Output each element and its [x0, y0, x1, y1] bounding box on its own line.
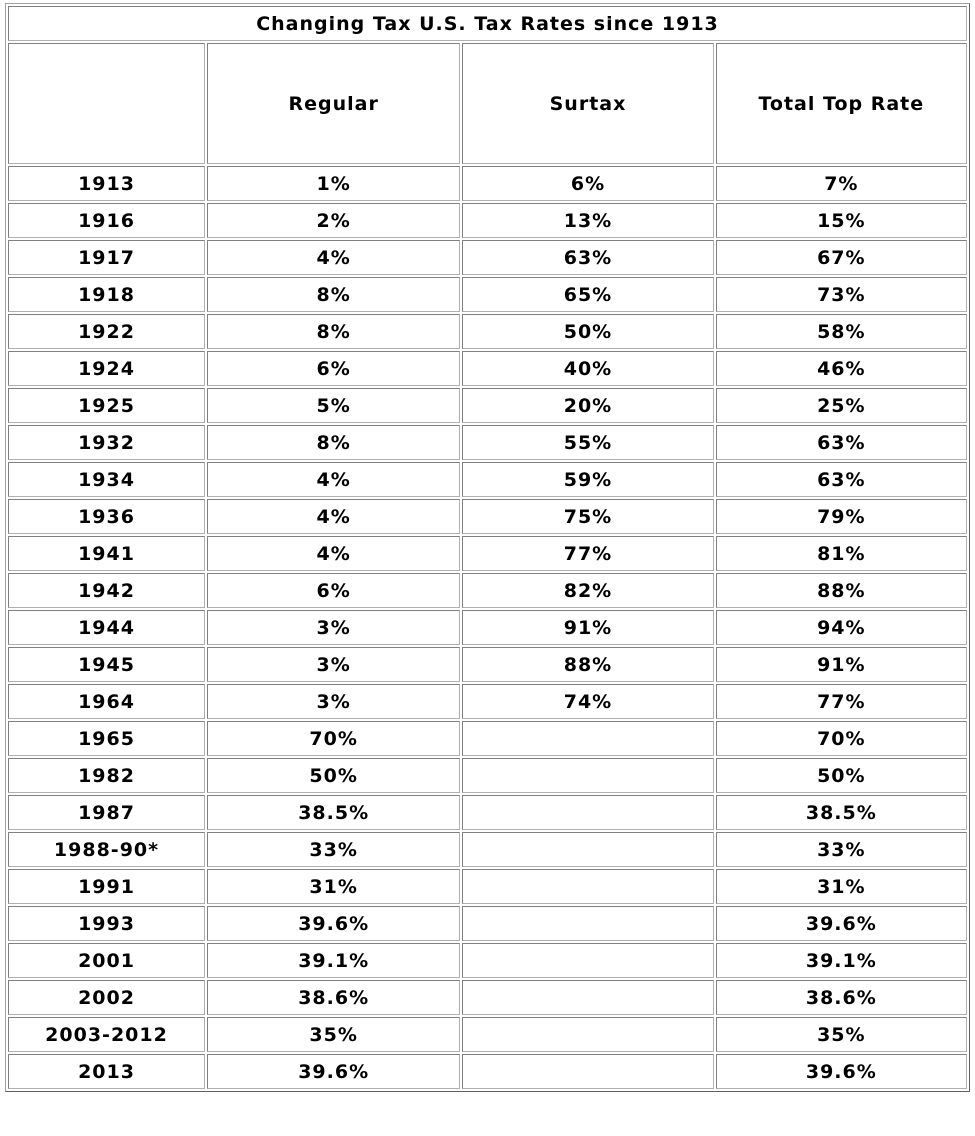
table-row [8, 277, 967, 312]
total-top-rate-cell: 39.6% [716, 1054, 967, 1089]
total-top-rate-cell: 31% [716, 869, 967, 904]
surtax-cell [462, 906, 713, 941]
regular-cell: 4% [207, 499, 460, 534]
total-top-rate-cell: 79% [716, 499, 967, 534]
surtax-cell: 88% [462, 647, 713, 682]
regular-cell: 39.6% [207, 906, 460, 941]
year-cell: 1944 [8, 610, 205, 645]
surtax-cell: 59% [462, 462, 713, 497]
surtax-cell: 65% [462, 277, 713, 312]
year-cell: 1965 [8, 721, 205, 756]
table-row [8, 499, 967, 534]
table-row [8, 943, 967, 978]
header-row [8, 43, 967, 164]
total-top-rate-cell: 63% [716, 425, 967, 460]
year-cell: 1922 [8, 314, 205, 349]
surtax-cell [462, 758, 713, 793]
regular-cell: 3% [207, 610, 460, 645]
header-year [8, 43, 205, 164]
year-cell: 1945 [8, 647, 205, 682]
table-row [8, 721, 967, 756]
surtax-cell [462, 832, 713, 867]
year-cell: 1918 [8, 277, 205, 312]
table-row [8, 536, 967, 571]
year-cell: 1942 [8, 573, 205, 608]
surtax-cell: 13% [462, 203, 713, 238]
header-surtax: Surtax [462, 43, 713, 164]
year-cell: 1982 [8, 758, 205, 793]
header-regular: Regular [207, 43, 460, 164]
table-row [8, 573, 967, 608]
surtax-cell [462, 869, 713, 904]
surtax-cell [462, 1017, 713, 1052]
total-top-rate-cell: 91% [716, 647, 967, 682]
table-row [8, 684, 967, 719]
regular-cell: 4% [207, 240, 460, 275]
year-cell: 1941 [8, 536, 205, 571]
year-cell: 1925 [8, 388, 205, 423]
total-top-rate-cell: 25% [716, 388, 967, 423]
total-top-rate-cell: 38.6% [716, 980, 967, 1015]
total-top-rate-cell: 39.6% [716, 906, 967, 941]
regular-cell: 70% [207, 721, 460, 756]
year-cell: 1987 [8, 795, 205, 830]
tax-rates-table [5, 3, 970, 1092]
year-cell: 1916 [8, 203, 205, 238]
regular-cell: 5% [207, 388, 460, 423]
regular-cell: 39.1% [207, 943, 460, 978]
surtax-cell: 20% [462, 388, 713, 423]
year-cell: 2002 [8, 980, 205, 1015]
surtax-cell: 6% [462, 166, 713, 201]
year-cell: 1993 [8, 906, 205, 941]
header-total-top-rate: Total Top Rate [716, 43, 967, 164]
regular-cell: 3% [207, 647, 460, 682]
regular-cell: 35% [207, 1017, 460, 1052]
regular-cell: 8% [207, 277, 460, 312]
total-top-rate-cell: 7% [716, 166, 967, 201]
surtax-cell [462, 721, 713, 756]
surtax-cell [462, 1054, 713, 1089]
table-title: Changing Tax U.S. Tax Rates since 1913 [8, 6, 967, 41]
surtax-cell [462, 943, 713, 978]
table-row [8, 795, 967, 830]
title-row [8, 6, 967, 41]
surtax-cell: 55% [462, 425, 713, 460]
year-cell: 2013 [8, 1054, 205, 1089]
table-row [8, 351, 967, 386]
total-top-rate-cell: 39.1% [716, 943, 967, 978]
surtax-cell: 63% [462, 240, 713, 275]
table-row [8, 647, 967, 682]
year-cell: 1913 [8, 166, 205, 201]
table-row [8, 832, 967, 867]
year-cell: 1988-90* [8, 832, 205, 867]
surtax-cell: 50% [462, 314, 713, 349]
year-cell: 1934 [8, 462, 205, 497]
table-row [8, 388, 967, 423]
total-top-rate-cell: 50% [716, 758, 967, 793]
table-row [8, 1017, 967, 1052]
regular-cell: 31% [207, 869, 460, 904]
total-top-rate-cell: 70% [716, 721, 967, 756]
table-row [8, 425, 967, 460]
total-top-rate-cell: 58% [716, 314, 967, 349]
total-top-rate-cell: 35% [716, 1017, 967, 1052]
regular-cell: 39.6% [207, 1054, 460, 1089]
year-cell: 1932 [8, 425, 205, 460]
regular-cell: 4% [207, 536, 460, 571]
table-row [8, 758, 967, 793]
surtax-cell: 40% [462, 351, 713, 386]
regular-cell: 8% [207, 314, 460, 349]
total-top-rate-cell: 94% [716, 610, 967, 645]
year-cell: 1964 [8, 684, 205, 719]
regular-cell: 50% [207, 758, 460, 793]
table-row [8, 203, 967, 238]
surtax-cell: 91% [462, 610, 713, 645]
total-top-rate-cell: 88% [716, 573, 967, 608]
table-row [8, 869, 967, 904]
table-row [8, 1054, 967, 1089]
surtax-cell [462, 980, 713, 1015]
total-top-rate-cell: 81% [716, 536, 967, 571]
surtax-cell [462, 795, 713, 830]
year-cell: 1924 [8, 351, 205, 386]
year-cell: 2001 [8, 943, 205, 978]
total-top-rate-cell: 15% [716, 203, 967, 238]
total-top-rate-cell: 73% [716, 277, 967, 312]
regular-cell: 3% [207, 684, 460, 719]
total-top-rate-cell: 33% [716, 832, 967, 867]
table-row [8, 166, 967, 201]
regular-cell: 2% [207, 203, 460, 238]
surtax-cell: 75% [462, 499, 713, 534]
regular-cell: 8% [207, 425, 460, 460]
total-top-rate-cell: 63% [716, 462, 967, 497]
table-row [8, 240, 967, 275]
year-cell: 1936 [8, 499, 205, 534]
regular-cell: 38.5% [207, 795, 460, 830]
regular-cell: 4% [207, 462, 460, 497]
regular-cell: 6% [207, 351, 460, 386]
total-top-rate-cell: 46% [716, 351, 967, 386]
table-row [8, 462, 967, 497]
total-top-rate-cell: 77% [716, 684, 967, 719]
year-cell: 2003-2012 [8, 1017, 205, 1052]
regular-cell: 38.6% [207, 980, 460, 1015]
table-row [8, 314, 967, 349]
surtax-cell: 82% [462, 573, 713, 608]
year-cell: 1991 [8, 869, 205, 904]
year-cell: 1917 [8, 240, 205, 275]
surtax-cell: 74% [462, 684, 713, 719]
surtax-cell: 77% [462, 536, 713, 571]
table-row [8, 610, 967, 645]
table-row [8, 906, 967, 941]
total-top-rate-cell: 67% [716, 240, 967, 275]
total-top-rate-cell: 38.5% [716, 795, 967, 830]
table-row [8, 980, 967, 1015]
regular-cell: 1% [207, 166, 460, 201]
regular-cell: 33% [207, 832, 460, 867]
regular-cell: 6% [207, 573, 460, 608]
